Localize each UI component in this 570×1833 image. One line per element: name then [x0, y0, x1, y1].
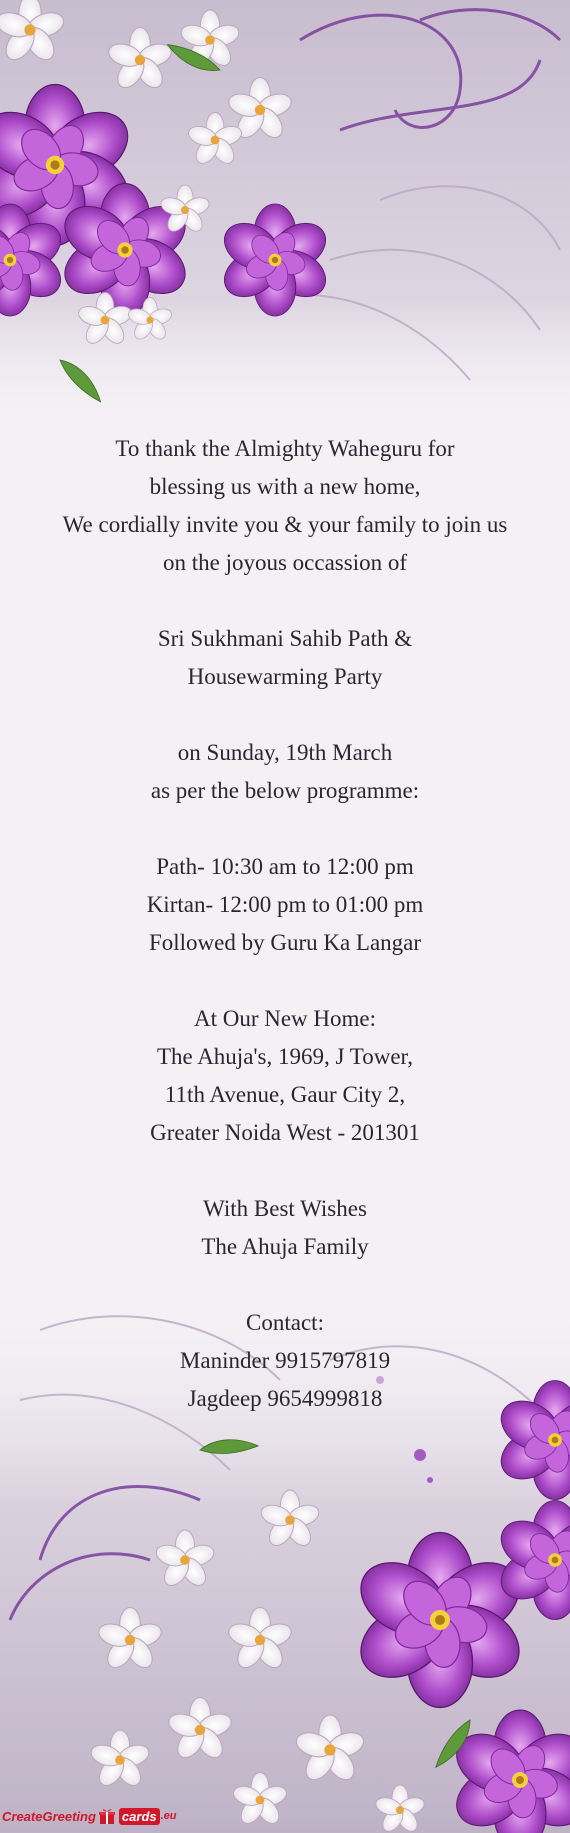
blank-line — [0, 582, 570, 620]
message-line: Kirtan- 12:00 pm to 01:00 pm — [146, 892, 424, 917]
gift-icon — [98, 1807, 116, 1825]
message-line: Contact: — [246, 1310, 324, 1335]
message-line: With Best Wishes — [203, 1196, 367, 1221]
message-line: Maninder 9915797819 — [179, 1348, 391, 1373]
logo-text-3: .eu — [160, 1810, 177, 1822]
message-line: on Sunday, 19th March — [177, 740, 393, 765]
message-line: Greater Noida West - 201301 — [150, 1120, 420, 1145]
message-line: Jagdeep 9654999818 — [187, 1386, 383, 1411]
message-line: Followed by Guru Ka Langar — [148, 930, 422, 955]
blank-line — [0, 1152, 570, 1190]
message-line: as per the below programme: — [150, 778, 420, 803]
message-line: 11th Avenue, Gaur City 2, — [164, 1082, 406, 1107]
blank-line — [0, 962, 570, 1000]
message-line: on the joyous occassion of — [162, 550, 407, 575]
message-line: Path- 10:30 am to 12:00 pm — [156, 854, 414, 879]
message-line: Housewarming Party — [187, 664, 383, 689]
message-line: blessing us with a new home, — [149, 474, 421, 499]
message-line: To thank the Almighty Waheguru for — [115, 436, 455, 461]
message-line: The Ahuja's, 1969, J Tower, — [156, 1044, 414, 1069]
blank-line — [0, 1266, 570, 1304]
logo-text-1: CreateGreeting — [2, 1808, 96, 1824]
createcards-logo[interactable] — [2, 1803, 177, 1829]
message-line: The Ahuja Family — [201, 1234, 369, 1259]
message-line: We cordially invite you & your family to join us — [62, 512, 508, 537]
message-line: At Our New Home: — [193, 1006, 377, 1031]
blank-line — [0, 810, 570, 848]
invitation-message — [0, 430, 570, 1418]
logo-text-2: cards — [119, 1808, 160, 1825]
message-line: Sri Sukhmani Sahib Path & — [157, 626, 413, 651]
blank-line — [0, 696, 570, 734]
